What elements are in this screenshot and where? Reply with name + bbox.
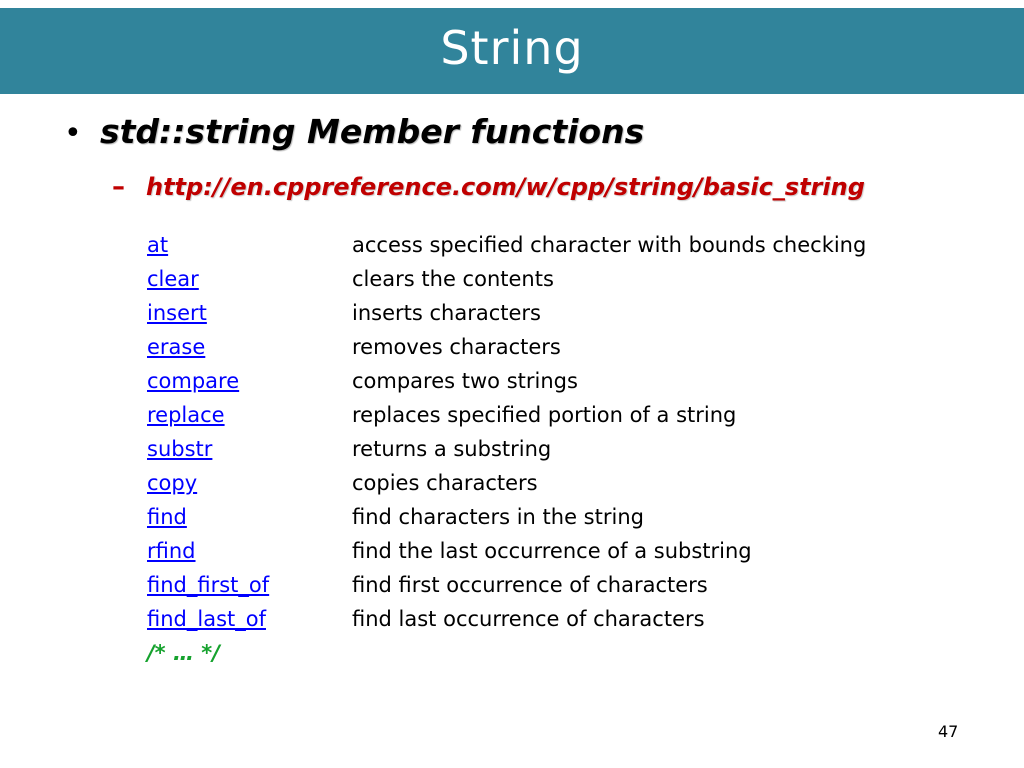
member-row	[147, 296, 947, 330]
member-row	[147, 398, 947, 432]
member-functions-table	[147, 228, 947, 670]
member-link-compare[interactable]: compare	[147, 369, 240, 393]
member-description: removes characters	[352, 335, 561, 359]
member-description: find first occurrence of characters	[352, 573, 708, 597]
member-row	[147, 432, 947, 466]
member-description: compares two strings	[352, 369, 578, 393]
member-row	[147, 602, 947, 636]
member-link-erase[interactable]: erase	[147, 335, 206, 359]
member-row	[147, 364, 947, 398]
member-description: find characters in the string	[352, 505, 644, 529]
member-description: clears the contents	[352, 267, 554, 291]
dash-bullet-icon: –	[112, 172, 125, 202]
member-row	[147, 330, 947, 364]
member-link-at[interactable]: at	[147, 233, 169, 257]
member-link-find-last-of[interactable]: find_last_of	[147, 607, 266, 631]
page-number: 47	[938, 722, 959, 741]
member-row	[147, 228, 947, 262]
member-link-replace[interactable]: replace	[147, 403, 225, 427]
member-link-find-first-of[interactable]: find_first_of	[147, 573, 270, 597]
bullet-dot-icon: •	[64, 116, 82, 151]
slide-title: String	[440, 21, 584, 75]
member-row	[147, 466, 947, 500]
member-description: returns a substring	[352, 437, 552, 461]
member-row	[147, 568, 947, 602]
title-bar	[0, 8, 1024, 94]
code-comment: /* … */	[147, 641, 220, 665]
reference-link-row	[112, 172, 865, 202]
member-description: replaces specified portion of a string	[352, 403, 737, 427]
member-link-find[interactable]: find	[147, 505, 187, 529]
member-row	[147, 500, 947, 534]
member-link-substr[interactable]: substr	[147, 437, 213, 461]
member-description: access specified character with bounds checking	[352, 233, 867, 257]
reference-link[interactable]: http://en.cppreference.com/w/cpp/string/basic_string	[146, 173, 865, 201]
member-description: inserts characters	[352, 301, 541, 325]
member-description: find the last occurrence of a substring	[352, 539, 752, 563]
main-bullet	[64, 112, 644, 151]
member-row	[147, 534, 947, 568]
member-link-clear[interactable]: clear	[147, 267, 199, 291]
member-row	[147, 262, 947, 296]
member-description: find last occurrence of characters	[352, 607, 705, 631]
member-link-copy[interactable]: copy	[147, 471, 198, 495]
bullet-text: std::string Member functions	[100, 112, 645, 151]
member-link-rfind[interactable]: rfind	[147, 539, 196, 563]
member-description: copies characters	[352, 471, 538, 495]
member-link-insert[interactable]: insert	[147, 301, 207, 325]
